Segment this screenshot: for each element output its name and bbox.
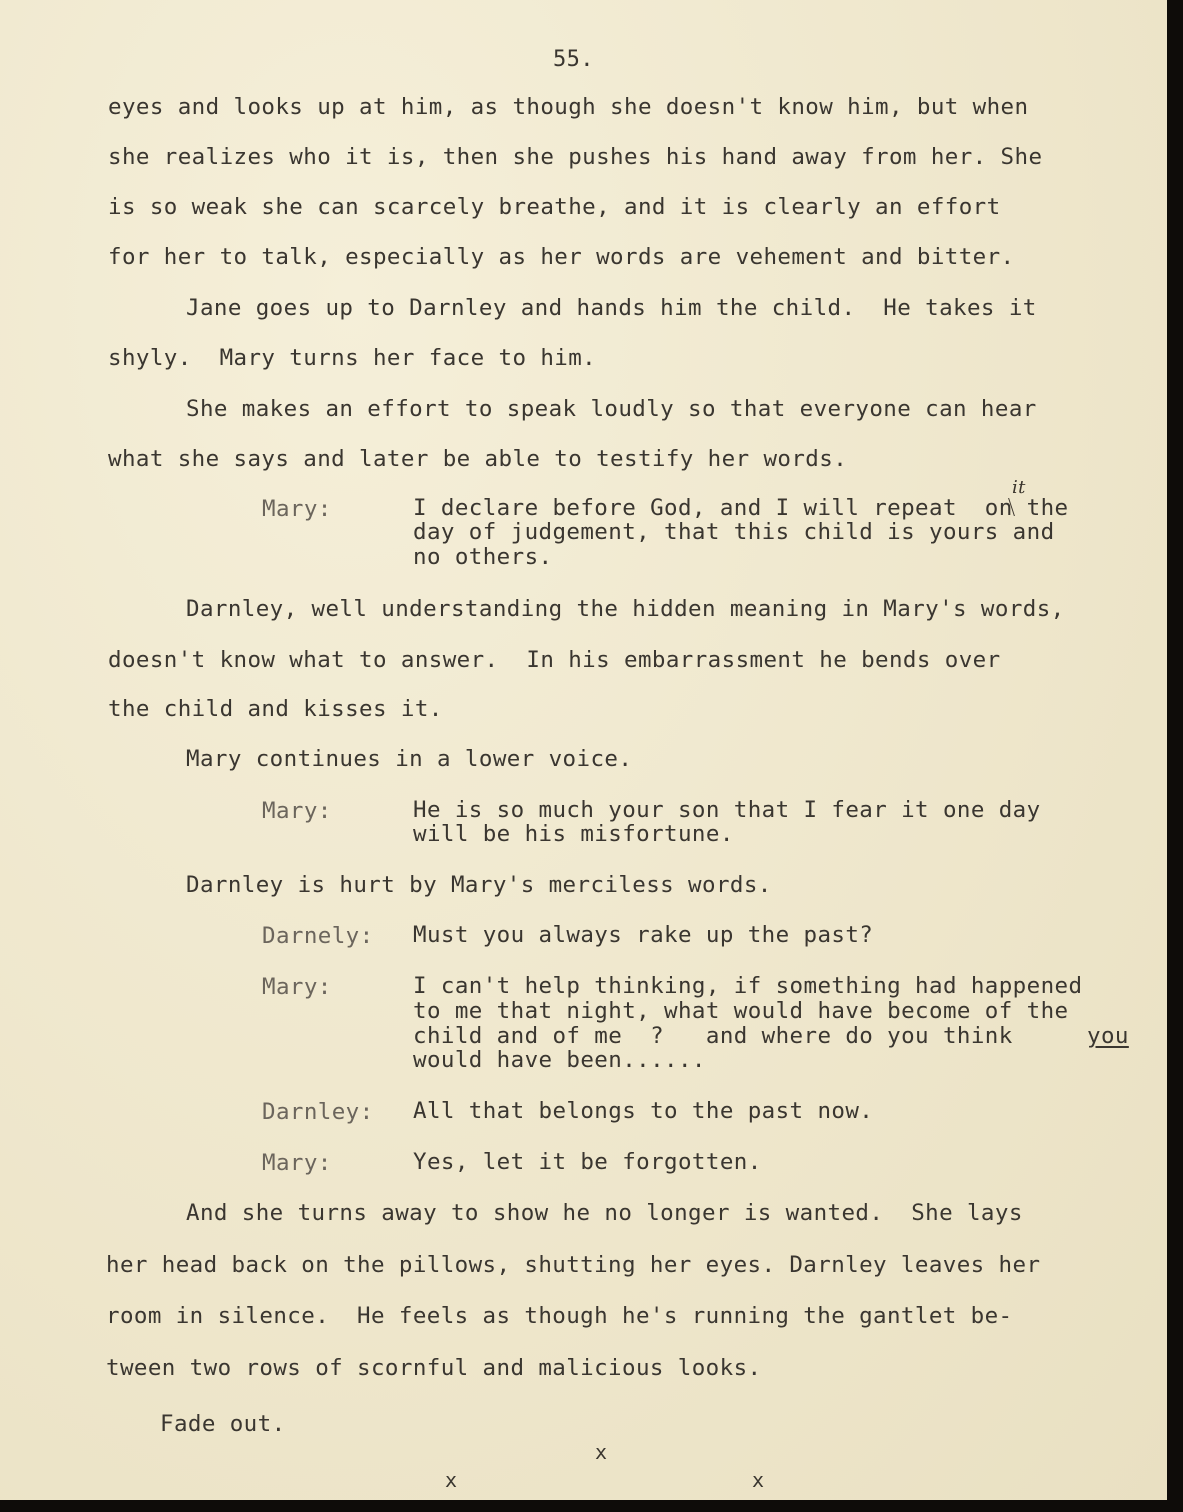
text-line: Darnley, well understanding the hidden meaning in Mary's words, [186,596,1065,622]
dialogue-line: to me that night, what would have become of the [413,998,1069,1024]
text-line: She makes an effort to speak loudly so that everyone can hear [186,396,1037,422]
dialogue-line: I can't help thinking, if something had happened [413,973,1083,999]
text-line: the child and kisses it. [108,696,443,722]
dialogue-line: day of judgement, that this child is yours and [413,519,1055,545]
text-line: And she turns away to show he no longer is wanted. She lays [186,1200,1023,1226]
end-mark: x [752,1468,765,1492]
text-line: her head back on the pillows, shutting her eyes. Darnley leaves her [106,1252,1041,1278]
text-line: Mary continues in a lower voice. [186,746,633,772]
dialogue-line: He is so much your son that I fear it one day [413,797,1041,823]
underlined-word: you [1087,1023,1129,1049]
text-line: Jane goes up to Darnley and hands him the child. He takes it [186,295,1037,321]
scan-border-bottom [0,1500,1183,1512]
dialogue-line: will be his misfortune. [413,821,734,847]
scan-border-right [1167,0,1183,1512]
text-line: tween two rows of scornful and malicious looks. [106,1355,762,1381]
handwritten-insertion: it [1012,477,1026,498]
dialogue-speaker: Mary: [262,1150,332,1176]
dialogue-line: no others. [413,544,553,570]
dialogue-speaker: Darnley: [262,1099,374,1125]
text-line: eyes and looks up at him, as though she doesn't know him, but when [108,94,1029,120]
dialogue-line: child and of me ? and where do you think [413,1023,1027,1049]
end-mark: x [445,1468,458,1492]
text-line: is so weak she can scarcely breathe, and it is clearly an effort [108,194,1001,220]
dialogue-speaker: Mary: [262,798,332,824]
dialogue-speaker: Mary: [262,974,332,1000]
dialogue-speaker: Darnely: [262,923,374,949]
text-line: room in silence. He feels as though he's running the gantlet be- [106,1303,1013,1329]
text-line: shyly. Mary turns her face to him. [108,345,597,371]
end-mark: x [595,1440,608,1464]
dialogue-line: All that belongs to the past now. [413,1098,874,1124]
dialogue-line: Must you always rake up the past? [413,922,874,948]
dialogue-line: would have been...... [413,1047,706,1073]
text-line: Darnley is hurt by Mary's merciless words. [186,872,772,898]
text-line: she realizes who it is, then she pushes his hand away from her. She [108,144,1043,170]
text-line: for her to talk, especially as her words are vehement and bitter. [108,244,1015,270]
dialogue-line: Yes, let it be forgotten. [413,1149,762,1175]
dialogue-line: I declare before God, and I will repeat on the [413,495,1069,521]
page-number: 55. [553,47,594,72]
dialogue-speaker: Mary: [262,496,332,522]
text-line: what she says and later be able to testify her words. [108,446,848,472]
text-line: doesn't know what to answer. In his embarrassment he bends over [108,647,1001,673]
fade-out-line: Fade out. [160,1411,286,1437]
